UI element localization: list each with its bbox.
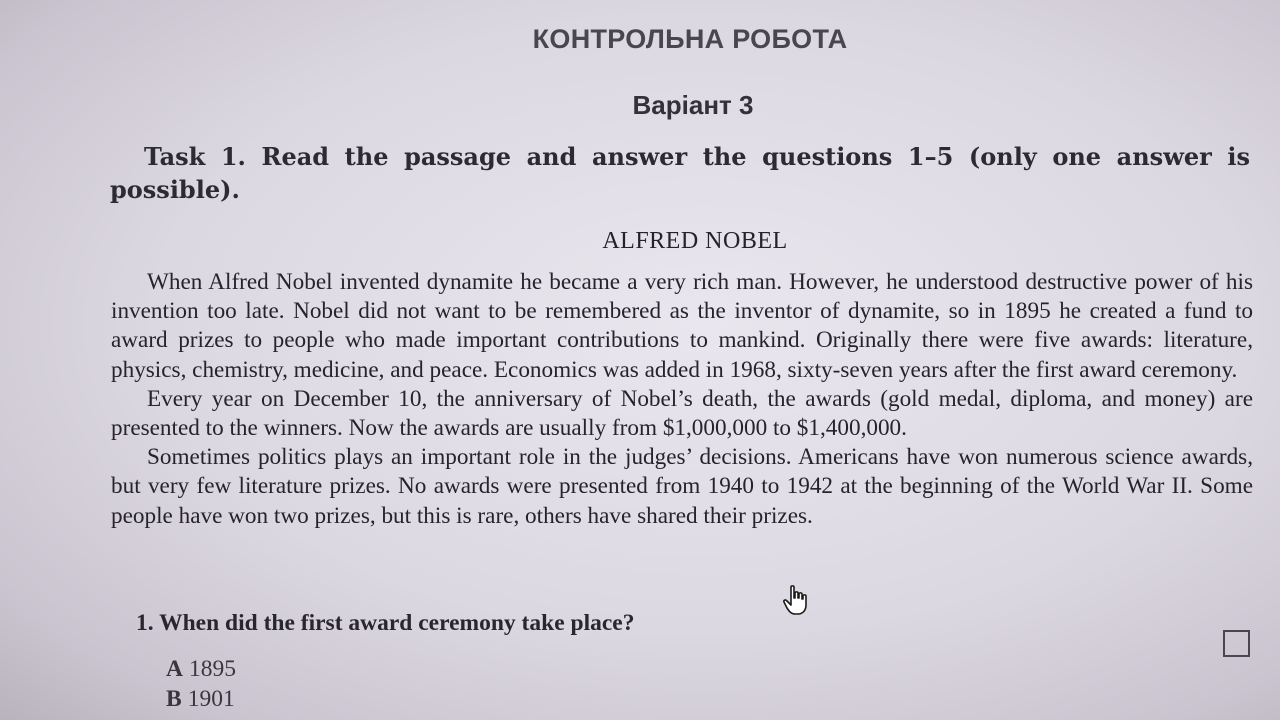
- variant-label: Варіант 3: [632, 90, 754, 120]
- passage-text: [111, 268, 1253, 531]
- option-a[interactable]: [166, 656, 236, 683]
- passage-paragraph: Sometimes politics plays an important role in the judges’ decisions. Americans have won numerous science awards, but very few literature prizes. No awards were presented from 1940 to 1942 at the beginning of the World War II. Some people have won two prizes, but this is rare, others have shared their prizes.: [111, 444, 1253, 529]
- task-instruction: Task 1. Read the passage and answer the questions 1–5 (only one answer is possible).: [110, 142, 1250, 204]
- passage-paragraph: When Alfred Nobel invented dynamite he became a very rich man. However, he understood destructive power of his invention too late. Nobel did not want to be remembered as the inventor of dynamite, so in 1895 he created a fund to award prizes to people who made important contributions to mankind. Originally there were five awards: literature, physics, chemistry, medicine, and peace. Economics was added in 1968, sixty-seven years after the first award ceremony.: [111, 269, 1253, 383]
- option-letter: B: [166, 686, 182, 712]
- passage-paragraph: Every year on December 10, the anniversary of Nobel’s death, the awards (gold medal, diploma, and money) are presented to the winners. Now the awards are usually from $1,000,000 to $1,400,000.: [111, 385, 1253, 442]
- option-text: 1895: [188, 656, 236, 682]
- passage-title: ALFRED NOBEL: [602, 228, 788, 254]
- question-1: 1. When did the first award ceremony take place?: [136, 610, 635, 636]
- option-text: 1901: [187, 686, 235, 712]
- hand-pointer-icon: [782, 584, 810, 616]
- answer-checkbox[interactable]: [1223, 630, 1250, 657]
- option-b[interactable]: [166, 686, 235, 713]
- option-letter: A: [166, 656, 183, 682]
- worksheet-title: КОНТРОЛЬНА РОБОТА: [532, 24, 848, 54]
